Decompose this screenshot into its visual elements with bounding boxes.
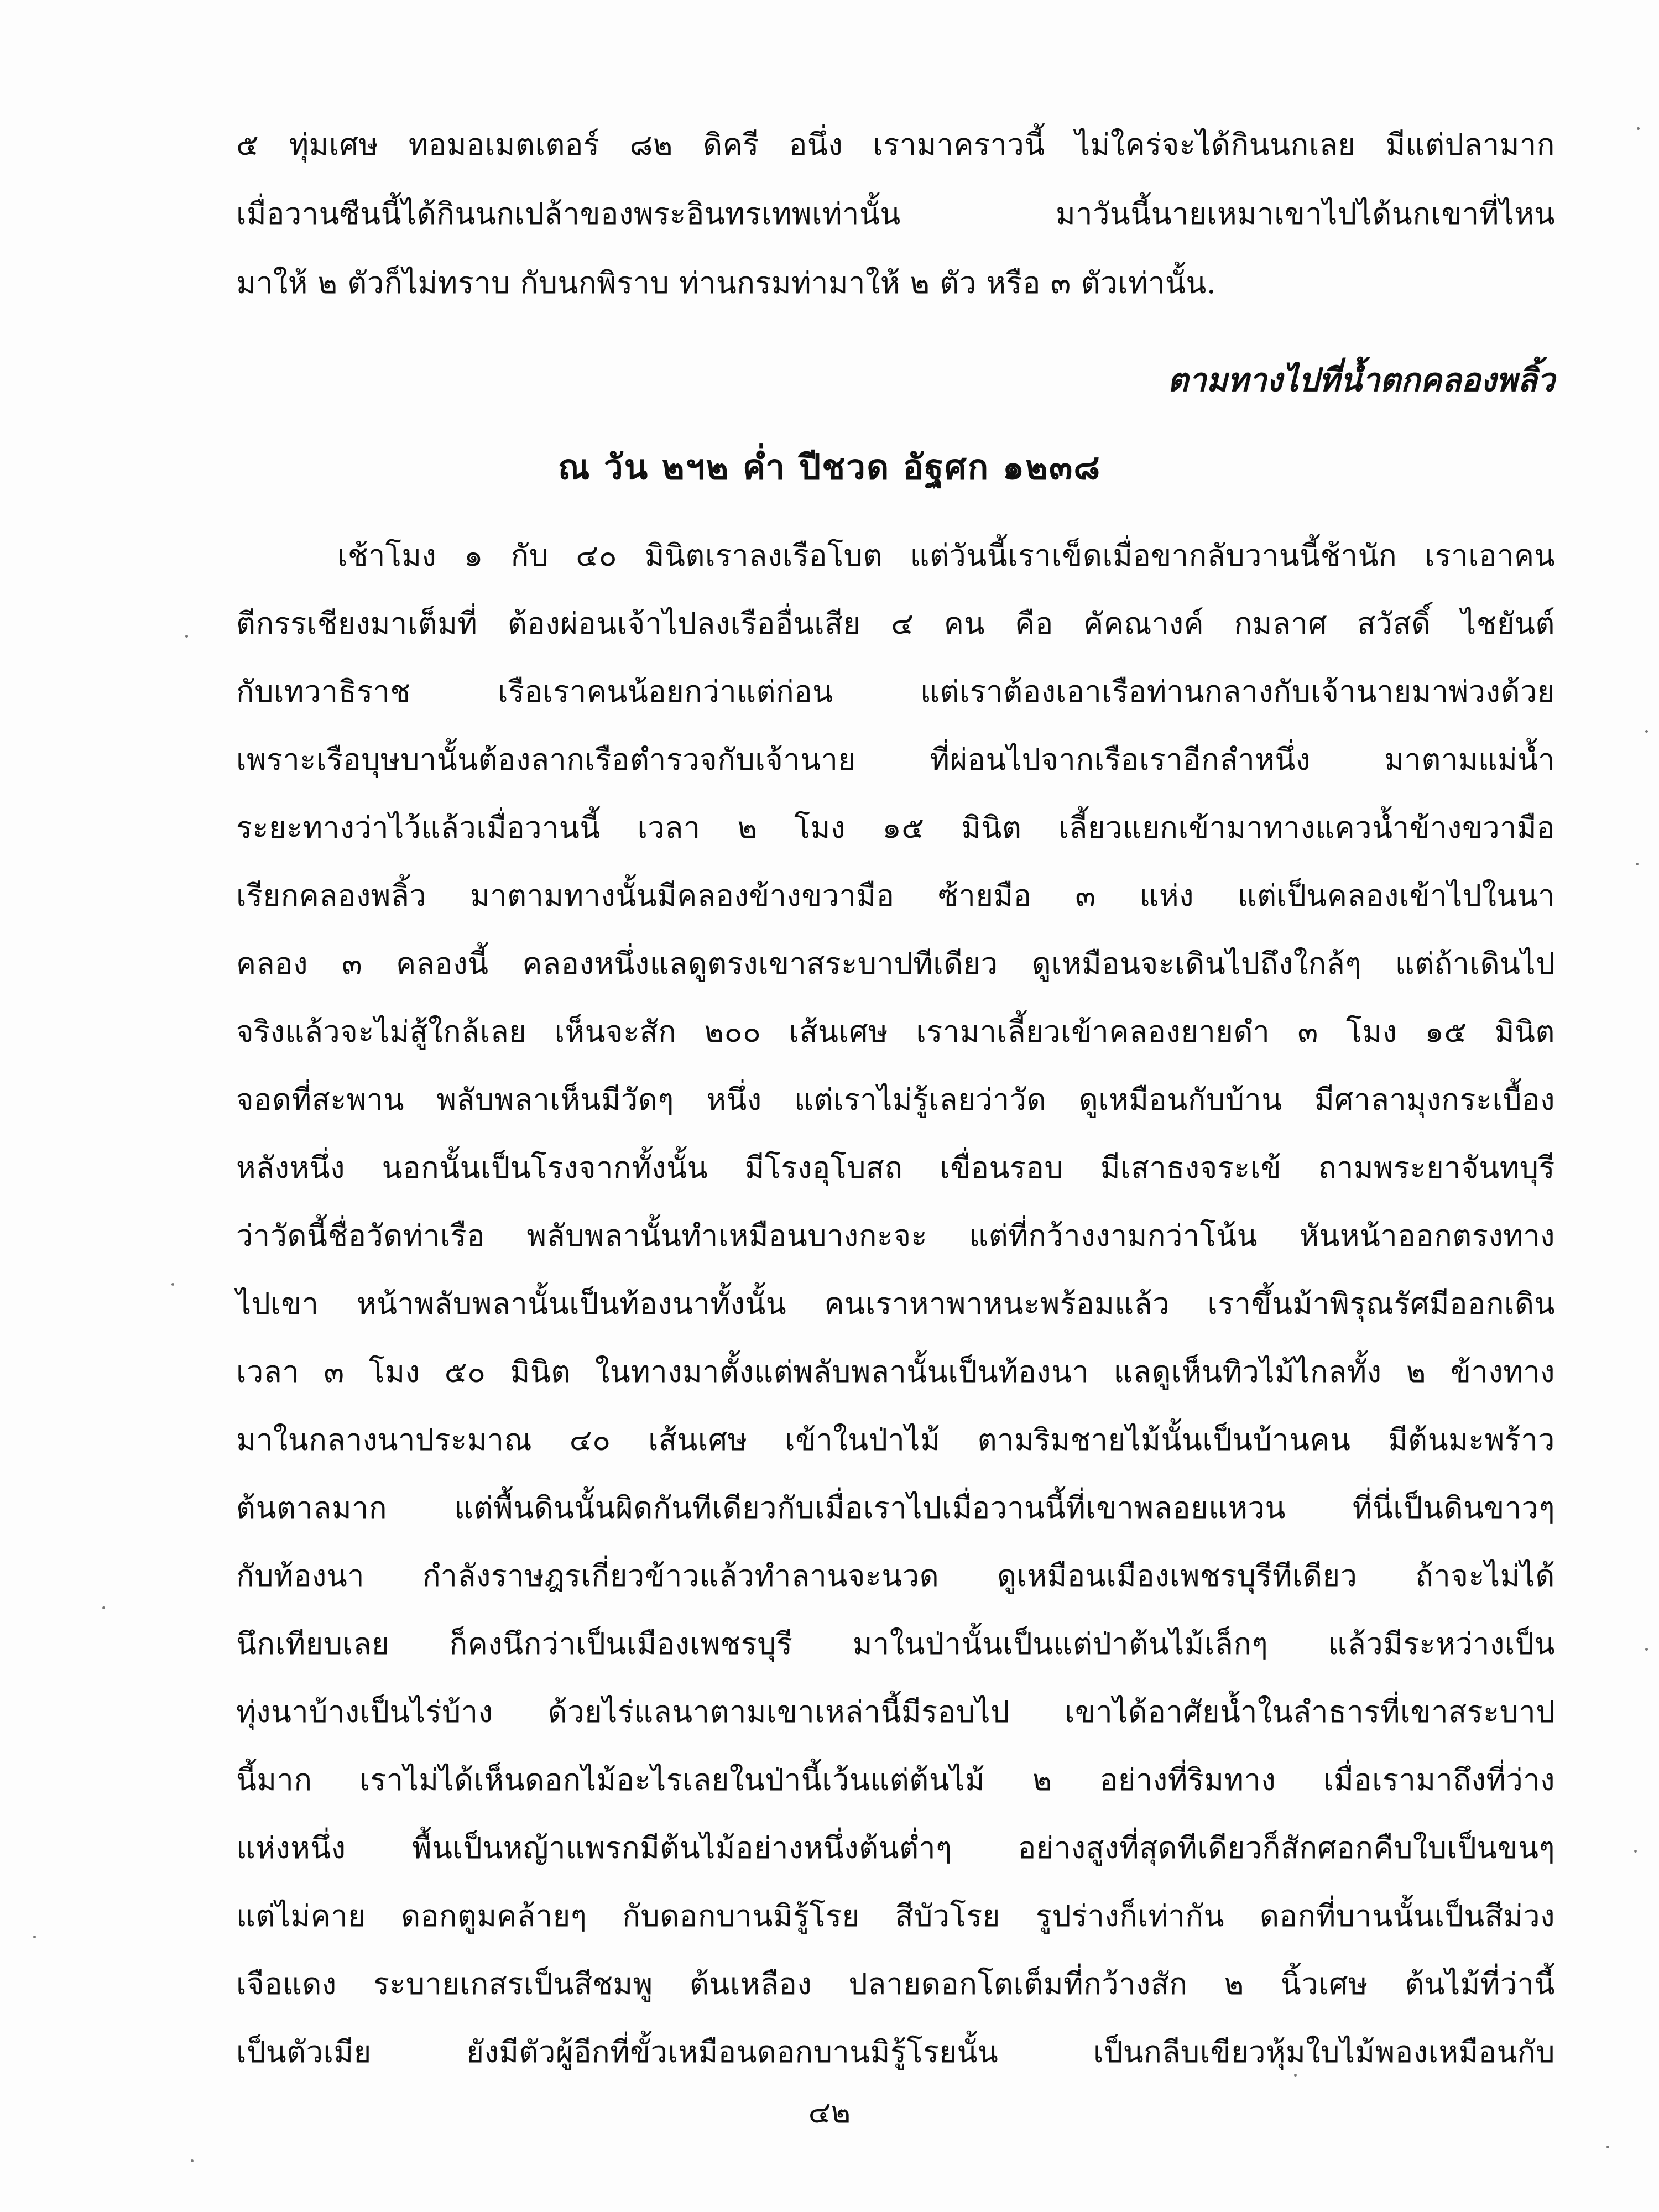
scan-speck — [171, 1283, 174, 1286]
date-heading: ณ วัน ๒ฯ๒ ค่ำ ปีชวด อัฐศก ๑๒๓๘ — [557, 447, 1102, 487]
scan-speck — [1606, 2146, 1609, 2148]
body-line: นึกเทียบเลย ก็คงนึกว่าเป็นเมืองเพชรบุรี มาในป่านั้นเป็นแต่ป่าต้นไม้เล็กๆ แล้วมีระหว่างเป็น — [236, 1626, 1555, 1661]
body-line: ทุ่งนาบ้างเป็นไร่บ้าง ด้วยไร่แลนาตามเขาเหล่านี้มีรอบไป เขาได้อาศัยน้ำในลำธารที่เขาสระบาป — [236, 1694, 1555, 1729]
scan-speck — [185, 635, 188, 638]
page-number: ๔๒ — [808, 2095, 851, 2130]
intro-line-1: ๕ ทุ่มเศษ ทอมอเมตเตอร์ ๘๒ ดิครี อนึ่ง เรามาคราวนี้ ไม่ใคร่จะได้กินนกเลย มีแต่ปลามาก — [236, 127, 1555, 162]
body-line: จริงแล้วจะไม่สู้ใกล้เลย เห็นจะสัก ๒๐๐ เส้นเศษ เรามาเลี้ยวเข้าคลองยายดำ ๓ โมง ๑๕ มินิต — [236, 1014, 1555, 1049]
body-line: ระยะทางว่าไว้แล้วเมื่อวานนี้ เวลา ๒ โมง ๑๕ มินิต เลี้ยวแยกเข้ามาทางแควน้ำข้างขวามือ — [236, 810, 1555, 845]
scan-speck — [1634, 1850, 1637, 1853]
body-line: เพราะเรือบุษบานั้นต้องลากเรือตำรวจกับเจ้านาย ที่ผ่อนไปจากเรือเราอีกลำหนึ่ง มาตามแม่น้ำ — [236, 742, 1555, 777]
scan-speck — [1294, 2074, 1297, 2077]
intro-line-2: เมื่อวานซืนนี้ได้กินนกเปล้าของพระอินทรเทพเท่านั้น มาวันนี้นายเหมาเขาไปได้นกเขาที่ไหน — [236, 196, 1555, 231]
scan-speck — [1636, 863, 1639, 865]
body-line: เวลา ๓ โมง ๕๐ มินิต ในทางมาตั้งแต่พลับพลานั้นเป็นท้องนา แลดูเห็นทิวไม้ไกลทั้ง ๒ ข้างทาง — [236, 1354, 1555, 1389]
body-line: แห่งหนึ่ง พื้นเป็นหญ้าแพรกมีต้นไม้อย่างหนึ่งต้นต่ำๆ อย่างสูงที่สุดทีเดียวก็สักศอกคืบใบเป็นขนๆ — [236, 1830, 1555, 1865]
scan-speck — [191, 2159, 194, 2162]
scan-speck — [1637, 127, 1640, 130]
body-line: ต้นตาลมาก แต่พื้นดินนั้นผิดกันทีเดียวกับเมื่อเราไปเมื่อวานนี้ที่เขาพลอยแหวน ที่นี่เป็นดินขาวๆ — [236, 1490, 1555, 1525]
body-line: เช้าโมง ๑ กับ ๔๐ มินิตเราลงเรือโบต แต่วันนี้เราเข็ดเมื่อขากลับวานนี้ช้านัก เราเอาคน — [337, 538, 1555, 573]
scan-speck — [1645, 730, 1648, 733]
scan-speck — [1645, 1648, 1648, 1651]
body-line: จอดที่สะพาน พลับพลาเห็นมีวัดๆ หนึ่ง แต่เราไม่รู้เลยว่าวัด ดูเหมือนกับบ้าน มีศาลามุงกระเบื้อง — [236, 1082, 1555, 1117]
body-line: ว่าวัดนี้ชื่อวัดท่าเรือ พลับพลานั้นทำเหมือนบางกะจะ แต่ที่กว้างงามกว่าโน้น หันหน้าออกตรงทาง — [236, 1218, 1555, 1253]
body-line: นี้มาก เราไม่ได้เห็นดอกไม้อะไรเลยในป่านี้เว้นแต่ต้นไม้ ๒ อย่างที่ริมทาง เมื่อเรามาถึงที่ว่าง — [236, 1762, 1555, 1797]
body-line: เรียกคลองพลิ้ว มาตามทางนั้นมีคลองข้างขวามือ ซ้ายมือ ๓ แห่ง แต่เป็นคลองเข้าไปในนา — [236, 878, 1555, 913]
section-heading: ตามทางไปที่น้ำตกคลองพลิ้ว — [1167, 361, 1555, 399]
body-line: คลอง ๓ คลองนี้ คลองหนึ่งแลดูตรงเขาสระบาปทีเดียว ดูเหมือนจะเดินไปถึงใกล้ๆ แต่ถ้าเดินไป — [236, 946, 1555, 981]
body-line: ไปเขา หน้าพลับพลานั้นเป็นท้องนาทั้งนั้น คนเราหาพาหนะพร้อมแล้ว เราขึ้นม้าพิรุณรัศมีออกเดิน — [236, 1286, 1555, 1321]
scan-speck — [33, 1936, 36, 1938]
scan-speck — [102, 1606, 105, 1609]
body-line: ตีกรรเชียงมาเต็มที่ ต้องผ่อนเจ้าไปลงเรืออื่นเสีย ๔ คน คือ คัคณางค์ กมลาศ สวัสดิ์ ไชยันต์ — [236, 606, 1555, 641]
body-line: กับท้องนา กำลังราษฎรเกี่ยวข้าวแล้วทำลานจะนวด ดูเหมือนเมืองเพชรบุรีทีเดียว ถ้าจะไม่ได้ — [236, 1558, 1555, 1593]
body-line: แต่ไม่คาย ดอกตูมคล้ายๆ กับดอกบานมิรู้โรย สีบัวโรย รูปร่างก็เท่ากัน ดอกที่บานนั้นเป็นสีม่วง — [236, 1898, 1555, 1933]
body-line: เจือแดง ระบายเกสรเป็นสีชมพู ต้นเหลือง ปลายดอกโตเต็มที่กว้างสัก ๒ นิ้วเศษ ต้นไม้ที่ว่านี้ — [236, 1966, 1555, 2001]
intro-line-3: มาให้ ๒ ตัวก็ไม่ทราบ กับนกพิราบ ท่านกรมท่ามาให้ ๒ ตัว หรือ ๓ ตัวเท่านั้น. — [236, 265, 1217, 300]
body-line: กับเทวาธิราช เรือเราคนน้อยกว่าแต่ก่อน แต่เราต้องเอาเรือท่านกลางกับเจ้านายมาพ่วงด้วย — [236, 674, 1555, 709]
body-line: เป็นตัวเมีย ยังมีตัวผู้อีกที่ขั้วเหมือนดอกบานมิรู้โรยนั้น เป็นกลีบเขียวหุ้มใบไม้พองเหมือนกับ — [236, 2034, 1555, 2069]
body-line: หลังหนึ่ง นอกนั้นเป็นโรงจากทั้งนั้น มีโรงอุโบสถ เขื่อนรอบ มีเสาธงจระเข้ ถามพระยาจันทบุรี — [236, 1150, 1555, 1185]
body-line: มาในกลางนาประมาณ ๔๐ เส้นเศษ เข้าในป่าไม้ ตามริมชายไม้นั้นเป็นบ้านคน มีต้นมะพร้าว — [236, 1422, 1555, 1457]
